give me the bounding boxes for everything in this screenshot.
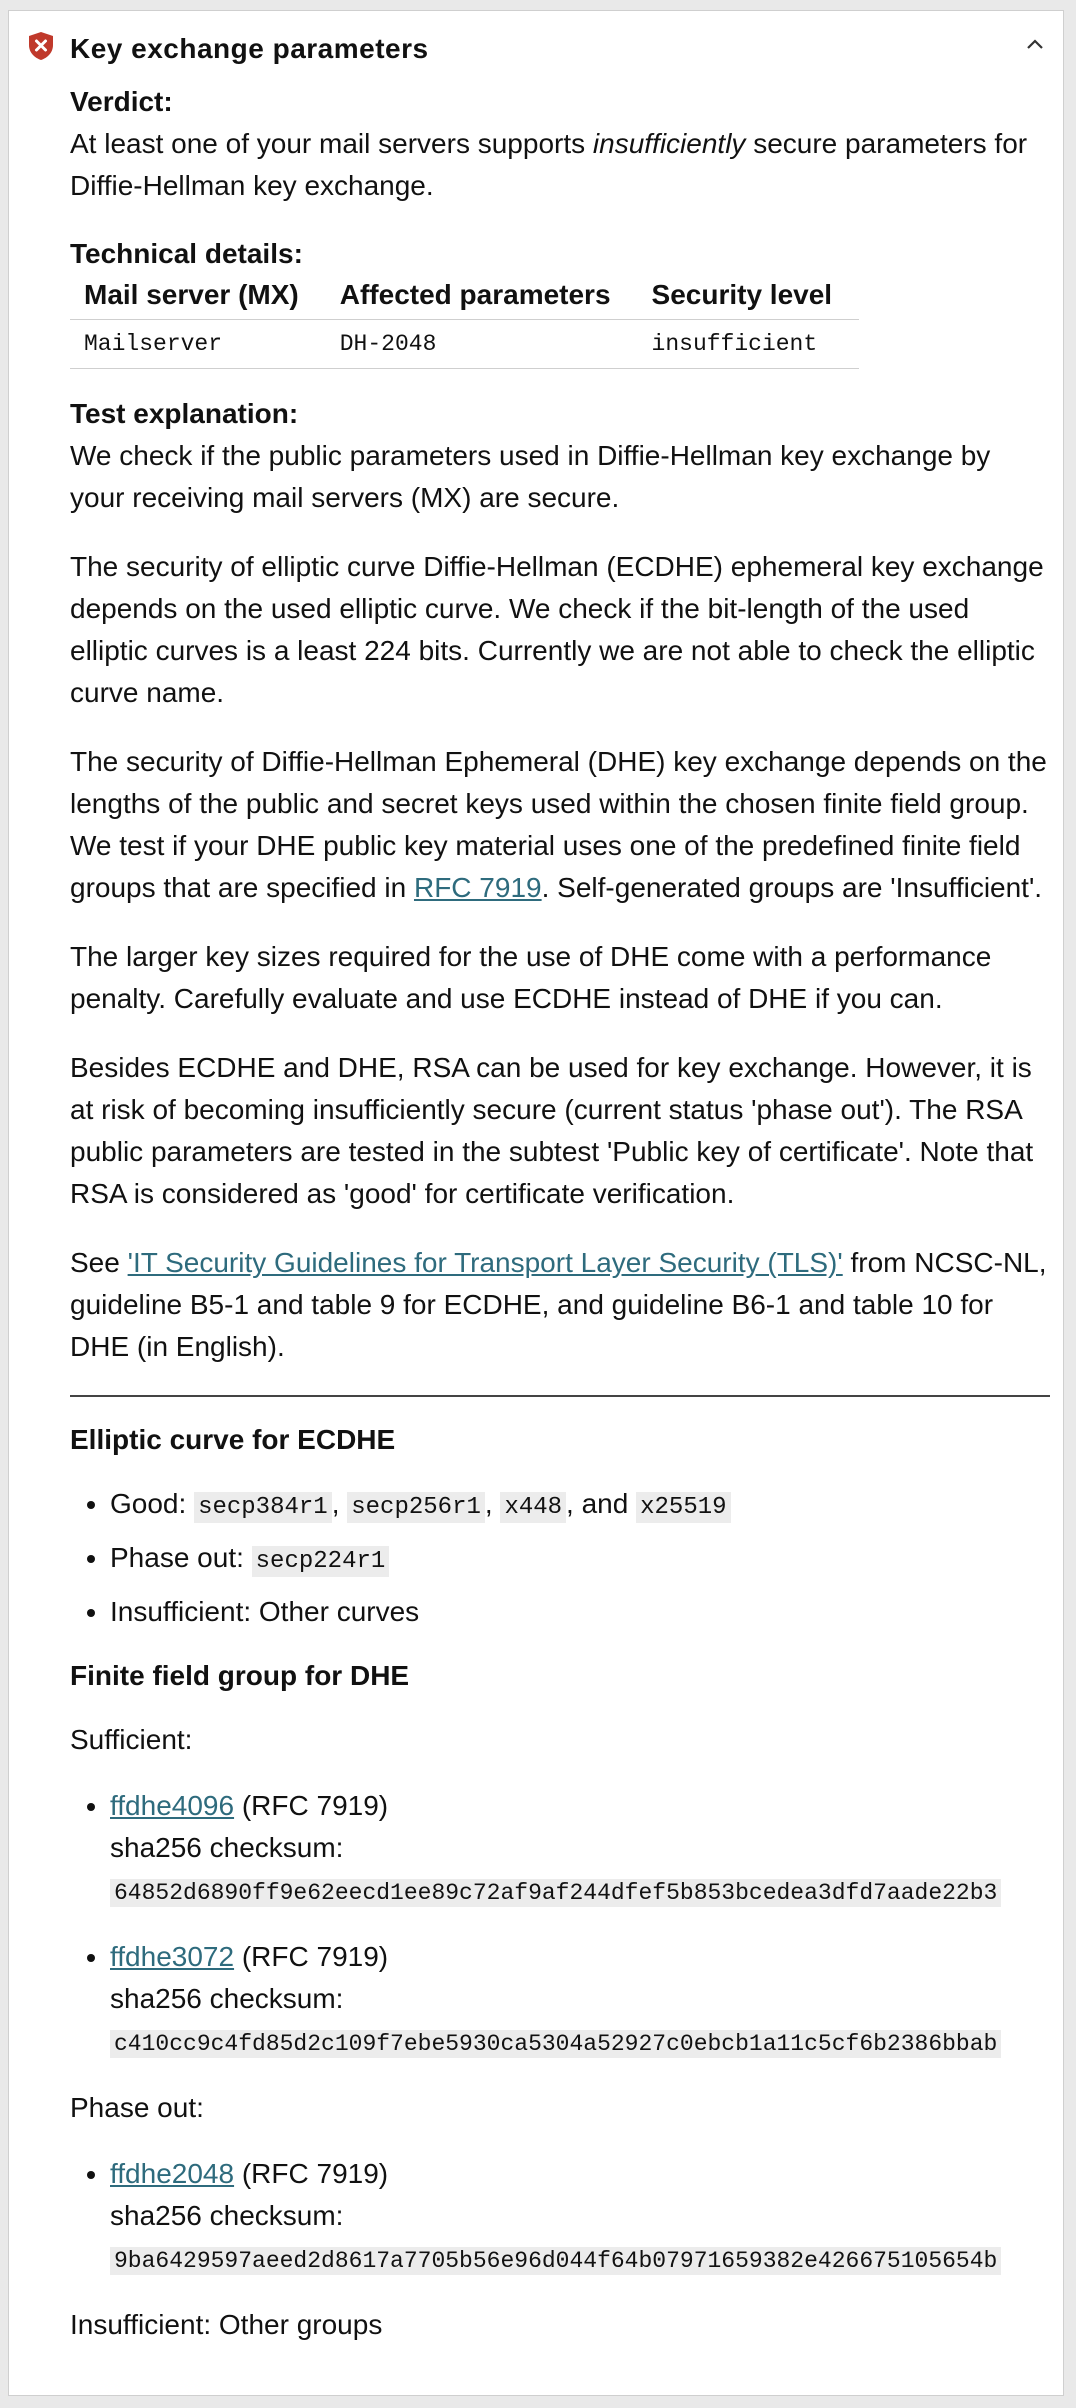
details-header-row [70, 275, 859, 320]
test-result-panel [8, 10, 1064, 2396]
ncsc-guidelines-link[interactable]: 'IT Security Guidelines for Transport Layer Security (TLS)' [127, 1247, 843, 1278]
list-item [110, 2153, 1050, 2282]
section-divider [70, 1395, 1050, 1397]
separator: , [484, 1488, 501, 1519]
ecdhe-list [70, 1483, 1050, 1633]
curve-code: secp224r1 [252, 1546, 390, 1577]
panel-header[interactable] [9, 11, 1063, 75]
cell-affected-parameters: DH-2048 [326, 320, 638, 369]
checksum-label: sha256 checksum: [110, 2200, 344, 2231]
checksum-value: 64852d6890ff9e62eecd1ee89c72af9af244dfef5b853bcedea3dfd7aade22b3 [110, 1879, 1001, 1907]
explanation-p3-text-1: The security of Diffie-Hellman Ephemeral (DHE) key exchange depends on the lengths of the public and secret keys used within the chosen finite field group. We test if your DHE public key material uses one of the predefined finite field groups that are specified in [70, 746, 1047, 903]
checksum-label: sha256 checksum: [110, 1832, 344, 1863]
sufficient-group-list [70, 1785, 1050, 2065]
rfc-ref: (RFC 7919) [234, 2158, 389, 2189]
curve-code: x25519 [636, 1492, 730, 1523]
phase-out-label: Phase out: [110, 1542, 252, 1573]
separator: , and [566, 1488, 637, 1519]
sufficient-label: Sufficient: [70, 1724, 193, 1755]
verdict [70, 81, 1050, 207]
verdict-text-1: At least one of your mail servers supports [70, 128, 593, 159]
explanation-p6-text-1: See [70, 1247, 128, 1278]
explanation-p2: The security of elliptic curve Diffie-Hellman (ECDHE) ephemeral key exchange depends on the used elliptic curve. We check if the bit-length of the used elliptic curves is a least 224 bits. Currently we are not able to check the elliptic curve name. [70, 551, 1044, 708]
rfc7919-link[interactable]: RFC 7919 [413, 872, 542, 903]
list-item [110, 1537, 1050, 1583]
verdict-emphasis: insufficiently [592, 128, 746, 159]
checksum-value: 9ba6429597aeed2d8617a7705b56e96d044f64b07971659382e426675105654b [110, 2247, 1001, 2275]
list-item [110, 1785, 1050, 1914]
verdict-text-2: secure parameters for Diffie-Hellman key exchange. [70, 128, 1028, 201]
rfc-ref: (RFC 7919) [234, 1941, 389, 1972]
insufficient-groups-text: Insufficient: Other groups [70, 2309, 383, 2340]
table-row [70, 320, 859, 369]
checksum-label: sha256 checksum: [110, 1983, 344, 2014]
list-item: • Insufficient: Other curves [110, 1591, 1050, 1633]
explanation-p3 [70, 741, 1050, 909]
list-item [110, 1483, 1050, 1529]
fail-shield-icon [27, 31, 55, 61]
col-mail-server: Mail server (MX) [70, 275, 326, 320]
explanation-p6-text-2: from NCSC-NL, guideline B5-1 and table 9 for ECDHE, and guideline B6-1 and table 10 for DHE (in English). [70, 1247, 1047, 1362]
chevron-up-icon[interactable] [1025, 37, 1045, 51]
explanation-p5: Besides ECDHE and DHE, RSA can be used for key exchange. However, it is at risk of becoming insufficiently secure (current status 'phase out'). The RSA public parameters are tested in the subtest 'Public key of certificate'. Note that RSA is considered as 'good' for certificate verification. [70, 1052, 1034, 1209]
test-explanation [70, 393, 1050, 1368]
ffdhe4096-link[interactable]: ffdhe4096 [110, 1790, 235, 1821]
panel-content [70, 81, 1050, 2346]
checksum-value: c410cc9c4fd85d2c109f7ebe5930ca5304a52927c0ebcb1a11c5cf6b2386bbab [110, 2030, 1001, 2058]
separator: , [331, 1488, 348, 1519]
explanation-p3-text-2: . Self-generated groups are 'Insufficient'. [541, 872, 1043, 903]
details-table [70, 275, 859, 369]
curve-code: secp384r1 [194, 1492, 332, 1523]
phase-out-group-label: Phase out: [70, 2092, 204, 2123]
explanation-p6 [70, 1242, 1050, 1368]
col-affected-parameters: Affected parameters [326, 275, 638, 320]
rfc-ref: (RFC 7919) [234, 1790, 389, 1821]
ffdhe3072-link[interactable]: ffdhe3072 [110, 1941, 235, 1972]
cell-security-level: insufficient [638, 320, 860, 369]
explanation-p4: The larger key sizes required for the use of DHE come with a performance penalty. Carefully evaluate and use ECDHE instead of DHE if you can. [70, 941, 992, 1014]
verdict-label: Verdict: [70, 86, 173, 117]
curve-code: x448 [500, 1492, 566, 1523]
dhe-title: Finite field group for DHE [70, 1660, 410, 1691]
curve-code: secp256r1 [347, 1492, 485, 1523]
panel-title: Key exchange parameters [70, 33, 429, 64]
cell-mail-server: Mailserver [70, 320, 326, 369]
col-security-level: Security level [638, 275, 860, 320]
phase-out-group-list [70, 2153, 1050, 2282]
technical-details-label: Technical details: [70, 238, 303, 269]
list-item [110, 1936, 1050, 2065]
ffdhe2048-link[interactable]: ffdhe2048 [110, 2158, 235, 2189]
good-label: Good: [110, 1488, 195, 1519]
explanation-p1: We check if the public parameters used in Diffie-Hellman key exchange by your receiving mail servers (MX) are secure. [70, 440, 991, 513]
explanation-label: Test explanation: [70, 398, 299, 429]
ecdhe-title: Elliptic curve for ECDHE [70, 1424, 396, 1455]
